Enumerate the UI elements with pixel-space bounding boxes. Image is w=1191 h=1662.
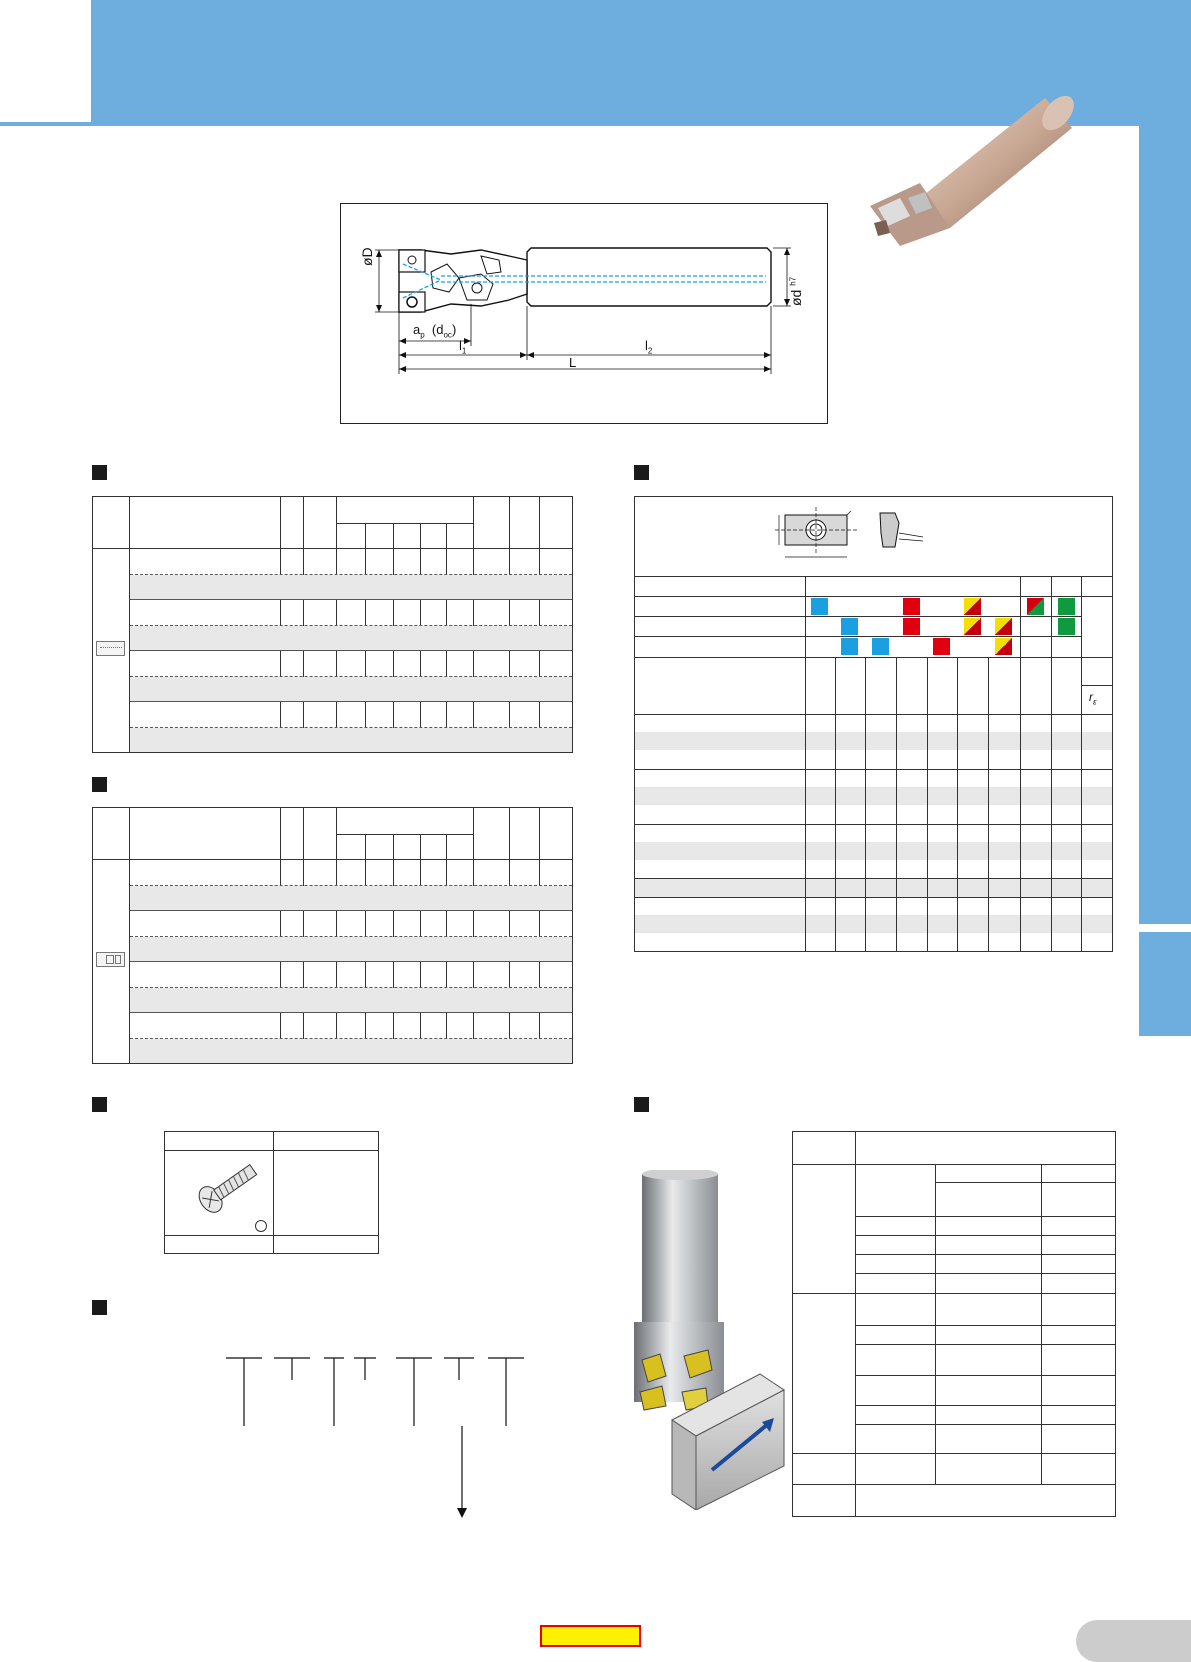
doc-close: ) [451, 322, 457, 337]
section-marker-tool-table-2 [92, 777, 107, 792]
machining-illustration [612, 1170, 792, 1510]
insert-col-divider [1081, 576, 1082, 951]
insert-col-divider [835, 657, 836, 951]
cc-line [935, 1182, 1115, 1183]
side-tab-band [1139, 126, 1191, 924]
spare-parts-table [164, 1131, 379, 1254]
page-marker-box [540, 1625, 641, 1647]
insert-table-line [635, 657, 1112, 658]
grade-cell-red [933, 638, 950, 655]
insert-table-line [635, 636, 1081, 637]
l1-symbol: l [459, 338, 462, 353]
insert-table-line [635, 769, 1112, 770]
shank-type-weldon-icon [96, 952, 125, 967]
insert-col-divider [1020, 576, 1021, 951]
cc-line [855, 1375, 1115, 1376]
insert-alt-row [635, 732, 1112, 750]
cc-line [855, 1325, 1115, 1326]
end-mill-product-photo [860, 88, 1080, 248]
insert-table-line [635, 616, 1081, 617]
grade-cell-green [1058, 598, 1075, 615]
section-marker-tool-table-1 [92, 465, 107, 480]
tolerance-h7: h7 [788, 276, 798, 286]
table-2-alt-row [130, 988, 572, 1012]
table-2-subheader-line [336, 834, 473, 835]
shank-diameter-d: ød [788, 289, 804, 306]
insert-col-divider [865, 657, 866, 951]
designation-code-diagram [220, 1350, 530, 1530]
cc-line [793, 1453, 1115, 1454]
table-2-row-line [130, 1012, 572, 1013]
insert-col-divider [805, 576, 806, 951]
table-2-alt-row [130, 937, 572, 961]
insert-table-line [635, 824, 1112, 825]
corner-radius-label [1089, 690, 1097, 706]
side-tab-band-lower [1139, 932, 1191, 1036]
cc-line [855, 1424, 1115, 1425]
cc-line [793, 1164, 1115, 1165]
ap-subscript: p [420, 330, 425, 340]
insert-table-line [635, 596, 1112, 597]
grade-cell-red [903, 598, 920, 615]
grade-cell-yellow-red [964, 598, 981, 615]
insert-table-line [635, 897, 1112, 898]
insert-geometry-drawing [775, 503, 955, 567]
cc-line [855, 1254, 1115, 1255]
grade-cell-blue [872, 638, 889, 655]
insert-col-divider [896, 657, 897, 951]
shank-type-cylindrical-icon [96, 641, 125, 656]
l2-subscript: 2 [647, 346, 653, 356]
cc-divider [855, 1132, 856, 1516]
insert-alt-row [635, 787, 1112, 805]
shank-diameter-label [788, 277, 804, 306]
dimension-drawing-frame [340, 203, 828, 424]
cutting-conditions-table [792, 1131, 1116, 1517]
tool-table-2-header [93, 808, 572, 860]
table-1-alt-row [130, 575, 572, 599]
cc-line [793, 1293, 1115, 1294]
insert-col-divider [1051, 576, 1052, 951]
page-number-tab [1076, 1620, 1191, 1662]
grade-cell-red [903, 618, 920, 635]
cc-line [855, 1344, 1115, 1345]
cc-divider [935, 1164, 936, 1484]
grade-cell-blue [841, 638, 858, 655]
grade-cell-red-green [1027, 598, 1044, 615]
insert-table-line [635, 714, 1112, 715]
cc-line [855, 1273, 1115, 1274]
spare-parts-divider [273, 1132, 274, 1253]
section-marker-designation [92, 1300, 107, 1315]
grade-cell-green [1058, 618, 1075, 635]
cc-line [855, 1235, 1115, 1236]
insert-table-line [1081, 685, 1112, 686]
insert-alt-row [635, 915, 1112, 933]
section-marker-spare-parts [92, 1097, 107, 1112]
table-1-row-line [130, 701, 572, 702]
torque-icon [255, 1220, 267, 1232]
ap-symbol: a [413, 322, 421, 337]
table-1-alt-row [130, 677, 572, 701]
grade-cell-yellow-red [995, 638, 1012, 655]
table-2-row-line [130, 910, 572, 911]
doc-open: (d [431, 322, 444, 337]
insert-table-line [635, 576, 1112, 577]
section-marker-insert-table [634, 465, 649, 480]
cc-line [855, 1216, 1115, 1217]
table-1-subheader-line [336, 523, 473, 524]
section-marker-cutting-conditions [634, 1097, 649, 1112]
insert-col-divider [927, 657, 928, 951]
tool-table-1-header [93, 497, 572, 549]
table-1-row-line [130, 599, 572, 600]
tool-spec-table-1 [92, 496, 573, 753]
grade-cell-blue [841, 618, 858, 635]
cc-line [793, 1484, 1115, 1485]
diameter-D-label: øD [359, 247, 375, 266]
spare-parts-line [165, 1150, 378, 1151]
table-2-alt-row [130, 886, 572, 910]
table-1-row-line [130, 650, 572, 651]
table-1-alt-row [130, 728, 572, 752]
r-epsilon-subscript: ε [1093, 697, 1097, 707]
doc-subscript: oc [443, 330, 452, 340]
tool-spec-table-2 [92, 807, 573, 1064]
grade-cell-blue [811, 598, 828, 615]
insert-col-divider [988, 657, 989, 951]
depth-of-cut-label [413, 322, 456, 340]
overall-length-L-label: L [569, 355, 577, 370]
insert-alt-row [635, 842, 1112, 860]
length-l2-label [645, 338, 652, 356]
length-l1-label [459, 338, 466, 356]
table-2-alt-row [130, 1039, 572, 1063]
table-1-alt-row [130, 626, 572, 650]
l1-subscript: 1 [461, 346, 467, 356]
cc-divider [1041, 1164, 1042, 1484]
spare-parts-line [165, 1235, 378, 1236]
grade-cell-yellow-red [995, 618, 1012, 635]
insert-table [634, 496, 1113, 952]
table-2-row-line [130, 961, 572, 962]
end-mill-dimension-drawing [341, 204, 829, 425]
cc-line [855, 1405, 1115, 1406]
header-underline [0, 122, 91, 126]
insert-col-divider [957, 657, 958, 951]
grade-cell-yellow-red [964, 618, 981, 635]
clamp-screw-icon [187, 1156, 267, 1220]
insert-alt-row [635, 879, 1112, 897]
r-epsilon-symbol: r [1089, 690, 1093, 704]
l2-symbol: l [645, 338, 648, 353]
